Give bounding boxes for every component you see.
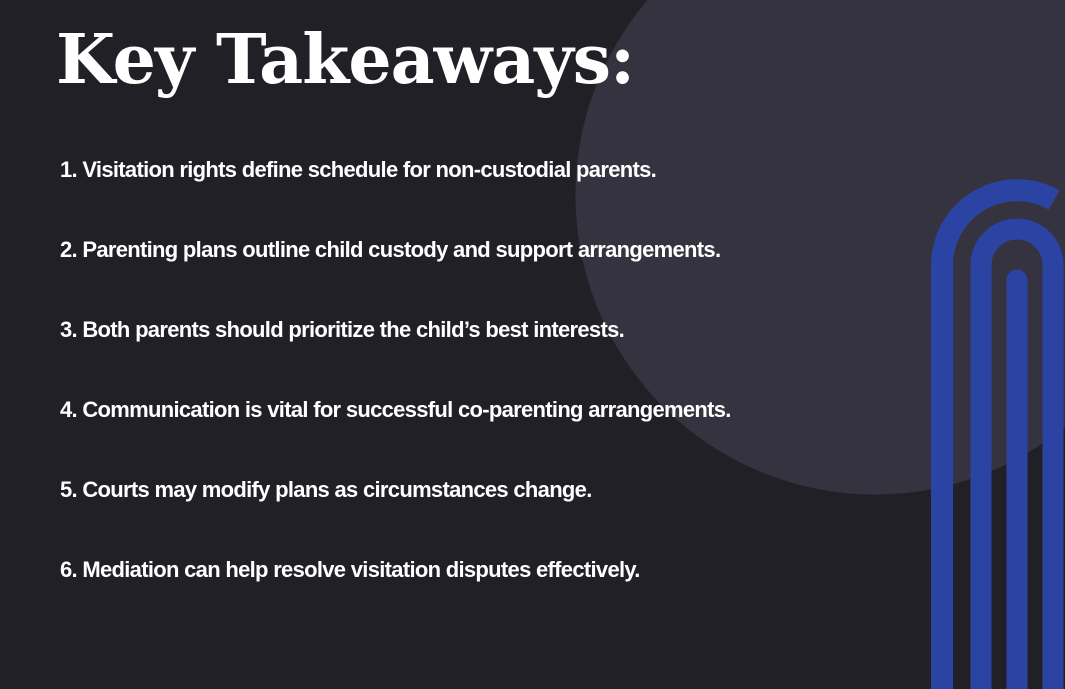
list-item-text: 5. Courts may modify plans as circumstances change. xyxy=(60,477,592,502)
list-item xyxy=(60,312,731,392)
list-item-text: 3. Both parents should prioritize the child’s best interests. xyxy=(60,317,625,342)
list-item xyxy=(60,472,731,552)
list-item-text: 2. Parenting plans outline child custody and support arrangements. xyxy=(60,237,721,262)
list-item xyxy=(60,232,731,312)
page-title: Key Takeaways: xyxy=(56,20,635,100)
list-item-text: 4. Communication is vital for successful co-parenting arrangements. xyxy=(60,397,731,422)
list-item xyxy=(60,152,731,232)
list-item xyxy=(60,392,731,472)
takeaways-list xyxy=(60,152,731,632)
list-item-text: 6. Mediation can help resolve visitation disputes effectively. xyxy=(60,557,640,582)
list-item-text: 1. Visitation rights define schedule for non-custodial parents. xyxy=(60,157,657,182)
list-item xyxy=(60,552,731,632)
outer-arch xyxy=(942,190,1054,689)
